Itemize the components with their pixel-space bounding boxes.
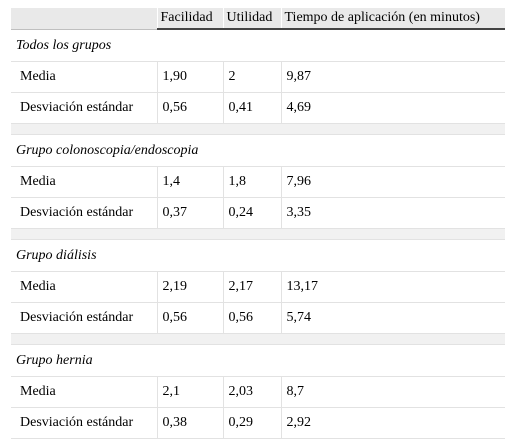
group-separator	[11, 124, 505, 135]
cell-tiempo: 13,17	[281, 272, 505, 303]
row-label: Media	[11, 167, 157, 198]
cell-utilidad: 2	[223, 62, 281, 93]
cell-tiempo: 8,7	[281, 377, 505, 408]
cell-facilidad: 2,1	[157, 377, 223, 408]
cell-facilidad: 1,4	[157, 167, 223, 198]
cell-utilidad: 2,17	[223, 272, 281, 303]
group-title: Grupo hernia	[11, 345, 505, 377]
group-separator	[11, 229, 505, 240]
cell-utilidad: 0,41	[223, 93, 281, 124]
group-title: Todos los grupos	[11, 29, 505, 62]
row-label: Media	[11, 377, 157, 408]
cell-utilidad: 1,8	[223, 167, 281, 198]
table-header	[11, 8, 505, 29]
group-title: Grupo colonoscopia/endoscopia	[11, 135, 505, 167]
row-label: Media	[11, 62, 157, 93]
cell-facilidad: 0,56	[157, 93, 223, 124]
table-row	[11, 272, 505, 303]
cell-facilidad: 2,19	[157, 272, 223, 303]
row-label: Desviación estándar	[11, 408, 157, 439]
cell-tiempo: 4,69	[281, 93, 505, 124]
group-title-row	[11, 135, 505, 167]
header-row	[11, 8, 505, 29]
statistics-table	[11, 8, 505, 439]
group-title-row	[11, 345, 505, 377]
cell-tiempo: 7,96	[281, 167, 505, 198]
cell-utilidad: 0,56	[223, 303, 281, 334]
cell-tiempo: 9,87	[281, 62, 505, 93]
table-body	[11, 29, 505, 439]
table-row	[11, 303, 505, 334]
table-row	[11, 62, 505, 93]
row-label: Desviación estándar	[11, 303, 157, 334]
group-separator	[11, 334, 505, 345]
group-title: Grupo diálisis	[11, 240, 505, 272]
group-title-row	[11, 240, 505, 272]
cell-utilidad: 2,03	[223, 377, 281, 408]
cell-utilidad: 0,29	[223, 408, 281, 439]
cell-facilidad: 1,90	[157, 62, 223, 93]
group-title-row	[11, 29, 505, 62]
table-row	[11, 408, 505, 439]
cell-tiempo: 5,74	[281, 303, 505, 334]
table-row	[11, 167, 505, 198]
row-label: Desviación estándar	[11, 198, 157, 229]
header-utilidad: Utilidad	[223, 8, 281, 29]
cell-tiempo: 3,35	[281, 198, 505, 229]
table-row	[11, 198, 505, 229]
row-label: Desviación estándar	[11, 93, 157, 124]
header-facilidad: Facilidad	[157, 8, 223, 29]
cell-facilidad: 0,56	[157, 303, 223, 334]
cell-tiempo: 2,92	[281, 408, 505, 439]
row-label: Media	[11, 272, 157, 303]
cell-facilidad: 0,37	[157, 198, 223, 229]
cell-utilidad: 0,24	[223, 198, 281, 229]
table-row	[11, 93, 505, 124]
header-tiempo: Tiempo de aplicación (en minutos)	[281, 8, 505, 29]
table-row	[11, 377, 505, 408]
header-label-column	[11, 8, 157, 29]
cell-facilidad: 0,38	[157, 408, 223, 439]
